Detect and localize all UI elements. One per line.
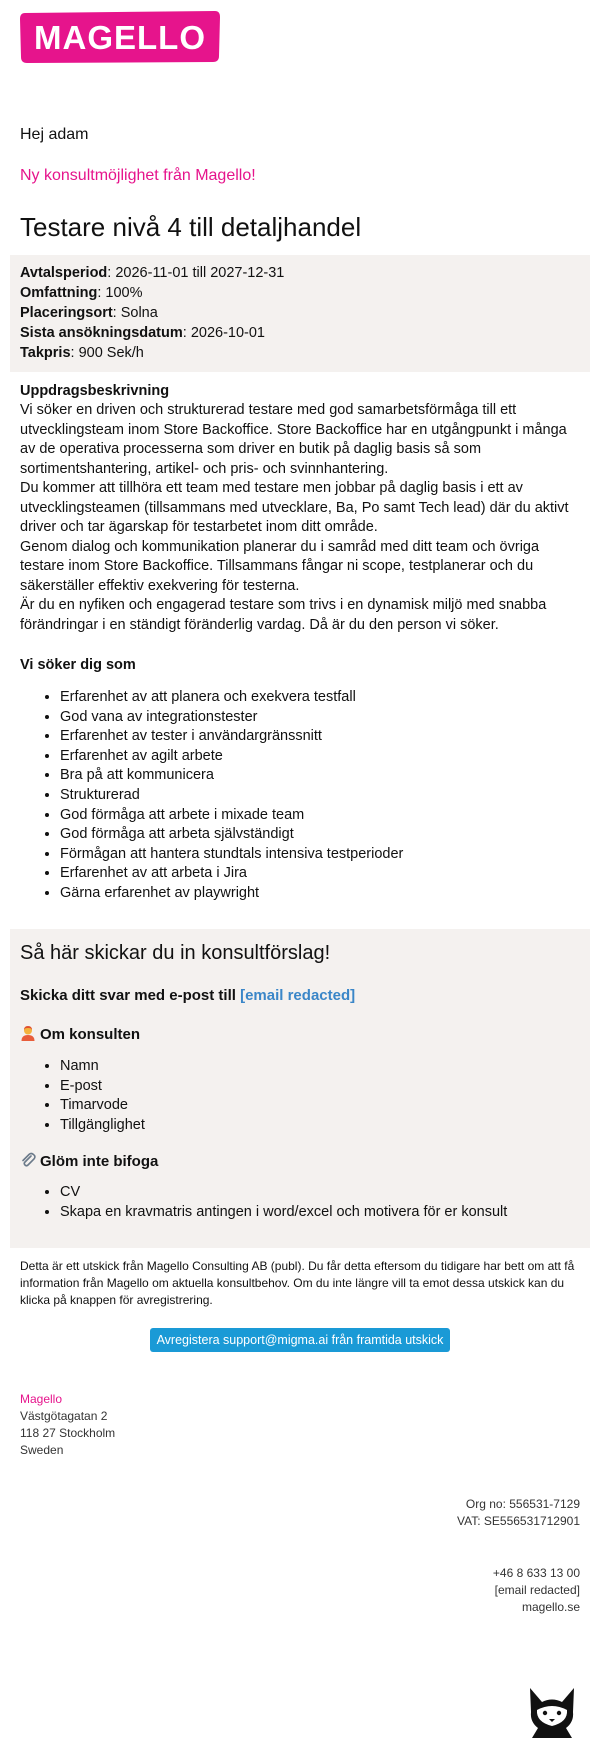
list-item: • Erfarenhet av agilt arbete xyxy=(60,747,580,767)
greeting: Hej adam xyxy=(20,126,89,143)
description-paragraph: Genom dialog och kommunikation planerar du i samråd med ditt team och övriga testare inom Store Backoffice. Tillsammans fångar ni scope, testplanerar och du säkerställer effektiv exekvering för testerna. xyxy=(20,538,540,594)
list-item: • Gärna erfarenhet av playwright xyxy=(60,884,580,904)
detail-rate: Takpris: 900 Sek/h xyxy=(20,345,144,361)
description-paragraph: Du kommer att tillhöra ett team med testare men jobbar på daglig basis i ett av utvecklingsteamen (tillsammans med utvecklare, Ba, Po samt Tech lead) där du aktivt driver och tar ägarskap för testarbetet inom ditt område. xyxy=(20,480,569,535)
list-item: • Erfarenhet av tester i användargränssnitt xyxy=(60,727,580,747)
phone-number: +46 8 633 13 00 xyxy=(492,1566,580,1580)
disclaimer-text: Detta är ett utskick från Magello Consulting AB (publ). Du får detta eftersom du tidigare har bett om att få information från Magello om aktuella konsultbehov. Om du inte längre vill ta emot dessa utskick kan du klicka på knappen för avregistrering. xyxy=(20,1259,575,1307)
description-paragraph: Vi söker en driven och strukturerad testare med god samarbetsförmåga till ett utvecklingsteam inom Store Backoffice. Store Backoffice har en utgångpunkt i många av de operativa processerna som driver en butik på daglig basis så som sortimentshantering, artikel- och pris- och svinnhantering. xyxy=(20,402,567,477)
list-item: • Erfarenhet av att planera och exekvera testfall xyxy=(60,688,580,708)
address-city: 118 27 Stockholm xyxy=(20,1426,116,1440)
attach-heading: Glöm inte bifoga xyxy=(20,1152,158,1171)
list-item: • Timarvode xyxy=(60,1096,580,1116)
send-instruction: Skicka ditt svar med e-post till [email redacted] xyxy=(20,987,356,1004)
unsubscribe-button[interactable]: Avregistera support@migma.ai från framtida utskick xyxy=(150,1328,450,1352)
how-to-title: Så här skickar du in konsultförslag! xyxy=(20,942,331,964)
company-link[interactable]: Magello xyxy=(20,1392,63,1406)
list-item: • God vana av integrationstester xyxy=(60,708,580,728)
org-info xyxy=(457,1496,580,1530)
description-heading: Uppdragsbeskrivning xyxy=(20,383,170,399)
detail-location: Placeringsort: Solna xyxy=(20,305,158,321)
list-item: • Tillgänglighet xyxy=(60,1116,580,1136)
list-item: • Bra på att kommunicera xyxy=(60,766,580,786)
address-street: Västgötagatan 2 xyxy=(20,1409,108,1423)
intro-text: Ny konsultmöjlighet från Magello! xyxy=(20,167,256,184)
website-link[interactable]: magello.se xyxy=(521,1600,580,1614)
list-item: • E-post xyxy=(60,1077,580,1097)
list-item: • Förmågan att hantera stundtals intensiva testperioder xyxy=(60,845,580,865)
list-item: • God förmåga att arbete i mixade team xyxy=(60,806,580,826)
detail-agreement-period: Avtalsperiod: 2026-11-01 till 2027-12-31 xyxy=(20,265,285,281)
fox-mascot-icon xyxy=(524,1686,580,1738)
svg-text:MAGELLO: MAGELLO xyxy=(34,19,206,56)
list-item: • Erfarenhet av att arbeta i Jira xyxy=(60,864,580,884)
attach-list xyxy=(20,1183,580,1222)
send-email-link[interactable]: [email redacted] xyxy=(240,987,356,1004)
detail-deadline: Sista ansökningsdatum: 2026-10-01 xyxy=(20,325,265,341)
description-paragraph: Är du en nyfiken och engagerad testare som trivs i en dynamisk miljö med snabba förändringar i en ständigt föränderlig vardag. Då är du den person vi söker. xyxy=(20,597,547,633)
magello-logo[interactable] xyxy=(19,10,221,64)
address-country: Sweden xyxy=(20,1443,64,1457)
address-block xyxy=(20,1391,115,1459)
list-item: • CV xyxy=(60,1183,580,1203)
list-item: • Strukturerad xyxy=(60,786,580,806)
list-item: • God förmåga att arbeta självständigt xyxy=(60,825,580,845)
detail-scope: Omfattning: 100% xyxy=(20,285,143,301)
about-consultant-list xyxy=(20,1057,580,1135)
seeking-list xyxy=(20,688,580,904)
description-body xyxy=(20,401,582,635)
job-details-panel xyxy=(10,255,590,372)
about-consultant-heading: Om konsulten xyxy=(20,1025,140,1044)
seeking-heading: Vi söker dig som xyxy=(20,657,136,673)
list-item: • Namn xyxy=(60,1057,580,1077)
person-icon xyxy=(20,1025,36,1044)
contact-info xyxy=(493,1565,580,1616)
job-title: Testare nivå 4 till detaljhandel xyxy=(20,212,362,242)
list-item: • Skapa en kravmatris antingen i word/excel och motivera för er konsult xyxy=(60,1203,580,1223)
paperclip-icon xyxy=(20,1152,36,1171)
contact-email-link[interactable]: [email redacted] xyxy=(494,1583,580,1597)
vat-number: VAT: SE556531712901 xyxy=(457,1514,580,1528)
org-number: Org no: 556531-7129 xyxy=(465,1497,580,1511)
how-to-apply-panel xyxy=(10,929,590,1248)
